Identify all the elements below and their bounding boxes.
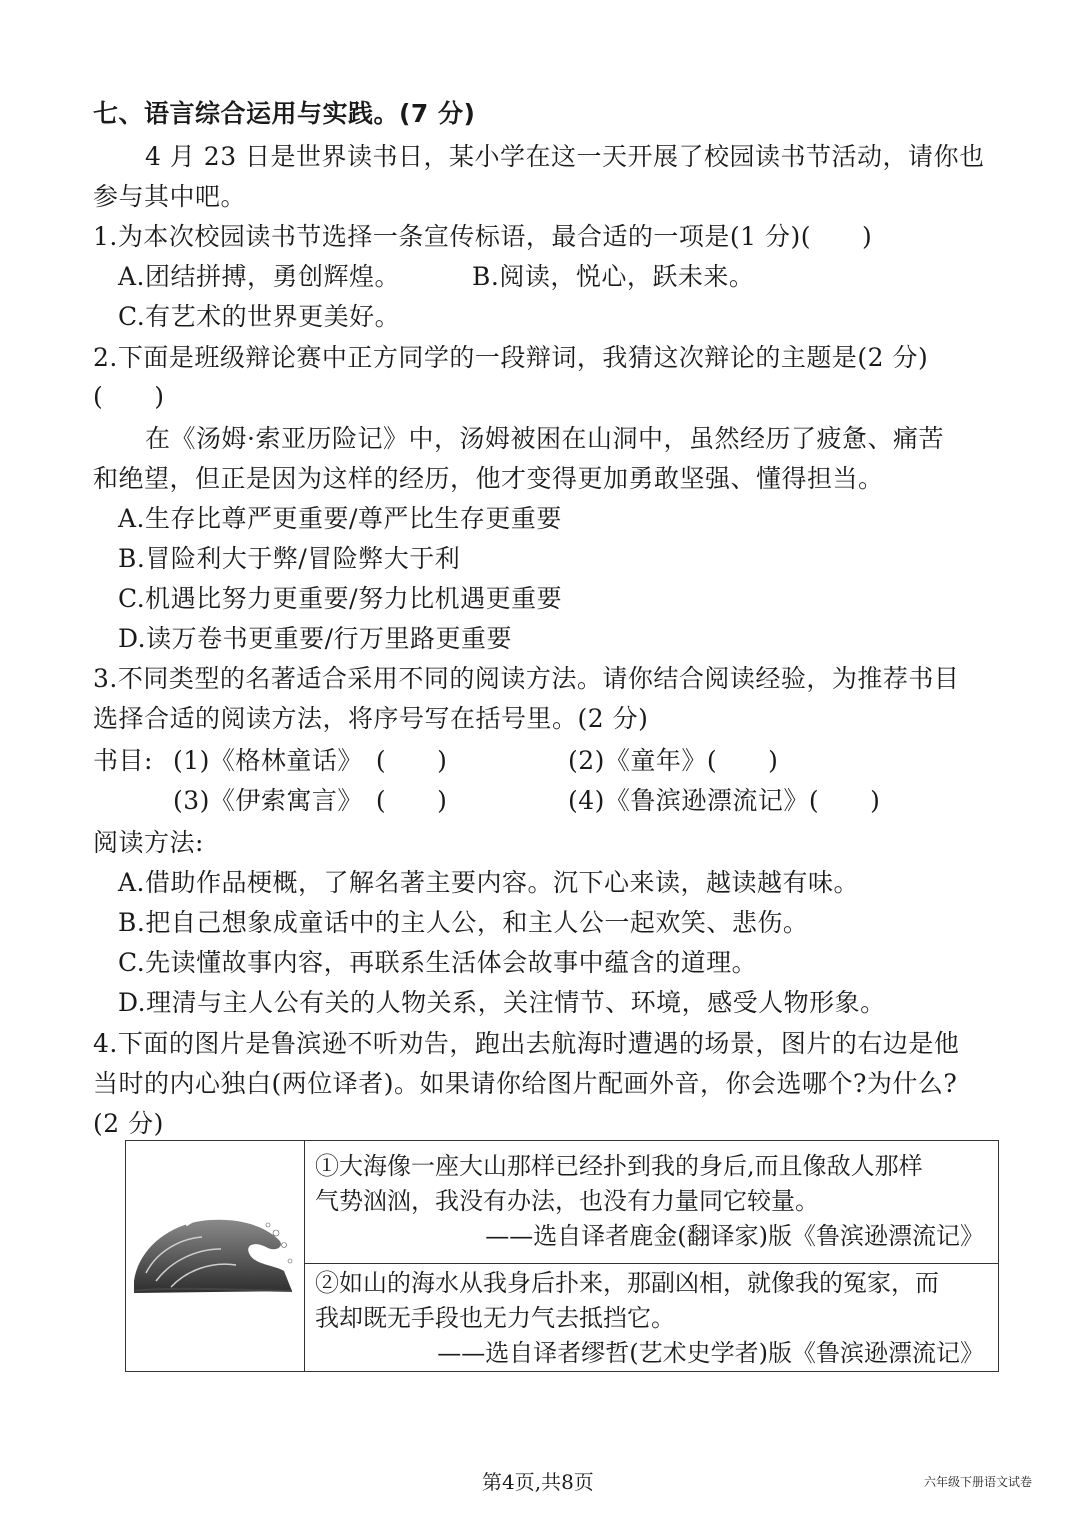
q2-option-d: D.读万卷书更重要/行万里路更重要 (118, 624, 513, 653)
q1-option-a: A.团结拼搏，勇创辉煌。 (118, 262, 401, 291)
q4-stem-line-3: (2 分) (93, 1109, 164, 1138)
q1-stem: 1.为本次校园读书节选择一条宣传标语，最合适的一项是(1 分)( ) (93, 222, 873, 251)
quote-cell-2 (305, 1264, 999, 1372)
q1-option-c: C.有艺术的世界更美好。 (118, 302, 401, 331)
quote-2-line-2: 我却既无手段也无力气去抵挡它。 (315, 1304, 675, 1332)
q4-stem-line-2: 当时的内心独白(两位译者)。如果请你给图片配画外音，你会选哪个?为什么? (93, 1069, 958, 1098)
q3-book-2: (2)《童年》( ) (568, 746, 779, 775)
quote-1-line-2: 气势汹汹，我没有办法，也没有力量同它较量。 (315, 1187, 819, 1215)
q3-method-b: B.把自己想象成童话中的主人公，和主人公一起欢笑、悲伤。 (118, 908, 809, 937)
quote-1-line-1: ①大海像一座大山那样已经扑到我的身后,而且像敌人那样 (315, 1152, 923, 1180)
q2-option-b: B.冒险利大于弊/冒险弊大于利 (118, 544, 461, 573)
q2-option-a: A.生存比尊严更重要/尊严比生存更重要 (118, 504, 562, 533)
quote-cell-1 (305, 1141, 999, 1264)
q2-answer-blank: ( ) (93, 382, 165, 411)
intro-line-2: 参与其中吧。 (93, 182, 247, 211)
q3-method-d: D.理清与主人公有关的人物关系，关注情节、环境，感受人物形象。 (118, 988, 886, 1017)
q2-stem: 2.下面是班级辩论赛中正方同学的一段辩词，我猜这次辩论的主题是(2 分) (93, 343, 929, 372)
q3-book-3: (3)《伊索寓言》 ( ) (173, 786, 448, 815)
quote-2-source: ——选自译者缪哲(艺术史学者)版《鲁滨逊漂流记》 (437, 1339, 984, 1367)
wave-image-cell (126, 1141, 305, 1372)
page-number: 第4页,共8页 (482, 1470, 594, 1494)
q4-stem-line-1: 4.下面的图片是鲁滨逊不听劝告，跑出去航海时遭遇的场景，图片的右边是他 (93, 1029, 960, 1058)
q3-methods-label: 阅读方法: (93, 828, 204, 857)
q3-book-1: (1)《格林童话》 ( ) (173, 746, 448, 775)
quote-table (125, 1140, 999, 1372)
q3-method-a: A.借助作品梗概，了解名著主要内容。沉下心来读，越读越有味。 (118, 868, 860, 897)
q2-passage-line-2: 和绝望，但正是因为这样的经历，他才变得更加勇敢坚强、懂得担当。 (93, 464, 884, 493)
q3-method-c: C.先读懂故事内容，再联系生活体会故事中蕴含的道理。 (118, 948, 758, 977)
exam-name: 六年级下册语文试卷 (923, 1475, 1032, 1489)
q3-books-label: 书目: (93, 746, 153, 775)
wave-illustration (126, 1141, 302, 1351)
q3-book-4: (4)《鲁滨逊漂流记》( ) (568, 786, 881, 815)
q1-option-b: B.阅读，悦心，跃未来。 (472, 262, 755, 291)
intro-line-1: 4 月 23 日是世界读书日，某小学在这一天开展了校园读书节活动，请你也 (145, 142, 985, 171)
section-title: 七、语言综合运用与实践。(7 分) (93, 99, 476, 128)
quote-1-source: ——选自译者鹿金(翻译家)版《鲁滨逊漂流记》 (485, 1222, 984, 1250)
q2-passage-line-1: 在《汤姆·索亚历险记》中，汤姆被困在山洞中，虽然经历了疲惫、痛苦 (145, 424, 944, 453)
q3-stem-line-1: 3.不同类型的名著适合采用不同的阅读方法。请你结合阅读经验，为推荐书目 (93, 664, 960, 693)
quote-2-line-1: ②如山的海水从我身后扑来，那副凶相，就像我的冤家，而 (315, 1269, 939, 1297)
q2-option-c: C.机遇比努力更重要/努力比机遇更重要 (118, 584, 563, 613)
q3-stem-line-2: 选择合适的阅读方法，将序号写在括号里。(2 分) (93, 704, 649, 733)
